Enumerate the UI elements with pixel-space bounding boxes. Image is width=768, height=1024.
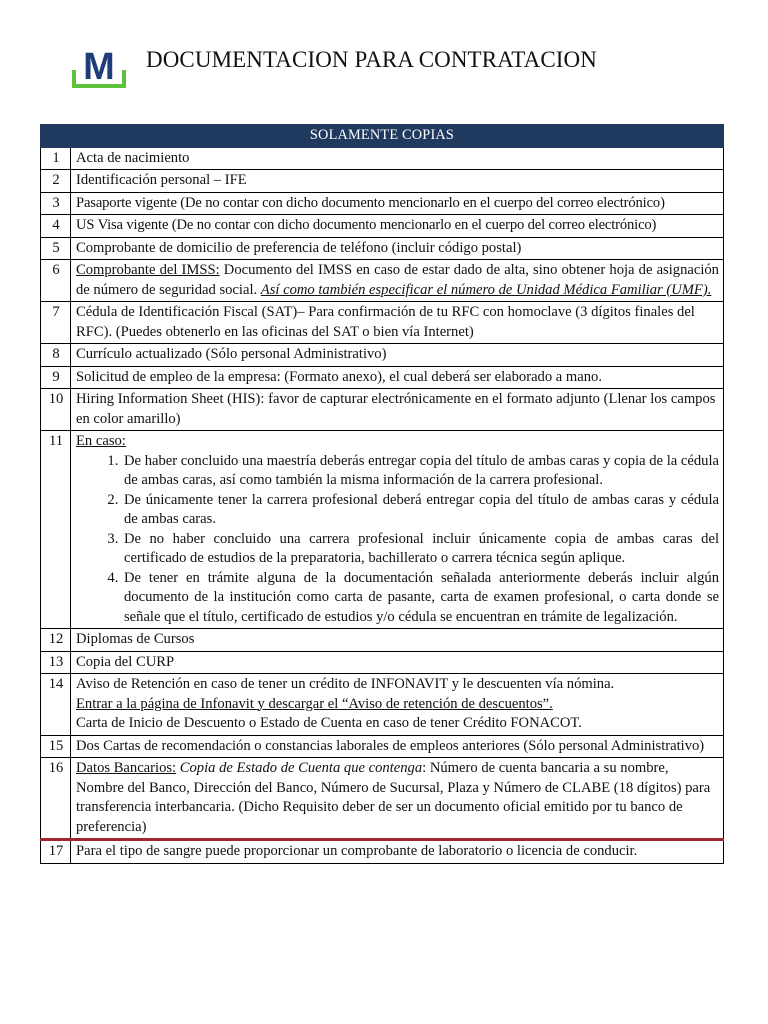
row-text: Currículo actualizado (Sólo personal Administrativo) [71, 344, 724, 367]
list-item: 4. De tener en trámite alguna de la documentación señalada anteriormente deberás incluir algún documento de la institución como carta de pasante, carta de examen profesional, o carta donde se señale que el título, certificado de estudios y/o cédula se encuentran en trámite de legalización. [122, 569, 719, 628]
row-number: 16 [41, 758, 71, 840]
row-text: Acta de nacimiento [71, 147, 724, 170]
requirements-table [40, 124, 724, 864]
row-line: Carta de Inicio de Descuento o Estado de Cuenta en caso de tener Crédito FONACOT. [76, 715, 582, 731]
row-text: Solicitud de empleo de la empresa: (Formato anexo), el cual deberá ser elaborado a mano. [71, 366, 724, 389]
row-number: 12 [41, 629, 71, 652]
table-row [41, 674, 724, 736]
table-row [41, 260, 724, 302]
row-number: 9 [41, 366, 71, 389]
table-row [41, 758, 724, 840]
list-item: 3. De no haber concluido una carrera profesional incluir únicamente copia de ambas caras del certificado de estudios de la preparatoria, bachillerato o carrera técnica según aplique. [122, 530, 719, 569]
row-content [71, 758, 724, 840]
row-number: 6 [41, 260, 71, 302]
row-line: Entrar a la página de Infonavit y descargar el “Aviso de retención de descuentos”. [76, 695, 553, 712]
row-text: Copia del CURP [71, 651, 724, 674]
row-content [71, 260, 724, 302]
row-content [71, 674, 724, 736]
row-text: Diplomas de Cursos [71, 629, 724, 652]
row-emphasis: Así como también especificar el número de Unidad Médica Familiar (UMF). [260, 281, 712, 298]
row-text: Documento del IMSS en caso de estar dado de alta, sino obtener hoja de asignación de número de seguridad social. [76, 262, 719, 298]
table-row [41, 192, 724, 215]
row-text: Identificación personal – IFE [71, 170, 724, 193]
table-row [41, 344, 724, 367]
table-row [41, 651, 724, 674]
row-number: 8 [41, 344, 71, 367]
row-number: 1 [41, 147, 71, 170]
list-item: 1. De haber concluido una maestría deberás entregar copia del título de ambas caras y copia de la cédula de ambas caras, así como también la misma información de la carrera profesional. [122, 452, 719, 491]
row-number: 2 [41, 170, 71, 193]
table-row [41, 629, 724, 652]
table-row [41, 302, 724, 344]
row-emphasis: Copia de Estado de Cuenta que contenga [176, 760, 423, 776]
list-item: 2. De únicamente tener la carrera profesional deberá entregar copia del título de ambas caras y cédula de ambas caras. [122, 491, 719, 530]
row-line: Aviso de Retención en caso de tener un crédito de INFONAVIT y le descuenten vía nómina. [76, 676, 615, 692]
row-number: 3 [41, 192, 71, 215]
row-label: En caso: [76, 433, 126, 449]
table-row [41, 389, 724, 431]
table-row [41, 215, 724, 238]
table-row [41, 840, 724, 864]
row-text: Hiring Information Sheet (HIS): favor de capturar electrónicamente en el formato adjunto (Llenar los campos en color amarillo) [71, 389, 724, 431]
table-row [41, 170, 724, 193]
logo-letter: M [83, 46, 115, 88]
row-text: Cédula de Identificación Fiscal (SAT)– Para confirmación de tu RFC con homoclave (3 dígitos finales del RFC). (Puedes obtenerlo en las oficinas del SAT o bien vía Internet) [71, 302, 724, 344]
row-text: : Número de cuenta bancaria a su nombre, Nombre del Banco, Dirección del Banco, Número de Sucursal, Plaza y Número de CLABE (18 dígitos) para transferencia interbancaria. (Dicho Requisito deber de ser un documento oficial emitido por tu banco de preferencia) [76, 760, 711, 835]
row-number: 13 [41, 651, 71, 674]
row-number: 11 [41, 431, 71, 629]
row-text: US Visa vigente (De no contar con dicho documento mencionarlo en el cuerpo del correo electrónico) [71, 215, 724, 238]
table-row [41, 431, 724, 629]
row-number: 14 [41, 674, 71, 736]
row-number: 17 [41, 840, 71, 864]
row-number: 4 [41, 215, 71, 238]
table-row [41, 735, 724, 758]
company-logo [72, 46, 126, 90]
row-text: Pasaporte vigente (De no contar con dicho documento mencionarlo en el cuerpo del correo electrónico) [71, 192, 724, 215]
table-row [41, 366, 724, 389]
row-content [71, 431, 724, 629]
row-text: Dos Cartas de recomendación o constancias laborales de empleos anteriores (Sólo personal Administrativo) [71, 735, 724, 758]
table-header-row [41, 125, 724, 148]
row-text: Comprobante de domicilio de preferencia de teléfono (incluir código postal) [71, 237, 724, 260]
table-row [41, 237, 724, 260]
condition-list [76, 452, 719, 628]
row-number: 10 [41, 389, 71, 431]
row-label: Datos Bancarios: [76, 760, 177, 776]
row-text: Para el tipo de sangre puede proporcionar un comprobante de laboratorio o licencia de conducir. [71, 840, 724, 864]
table-heading: SOLAMENTE COPIAS [41, 125, 724, 148]
row-label: Comprobante del IMSS: [76, 262, 220, 278]
table-row [41, 147, 724, 170]
row-number: 15 [41, 735, 71, 758]
document-title: DOCUMENTACION PARA CONTRATACION [146, 47, 597, 72]
row-number: 5 [41, 237, 71, 260]
row-number: 7 [41, 302, 71, 344]
